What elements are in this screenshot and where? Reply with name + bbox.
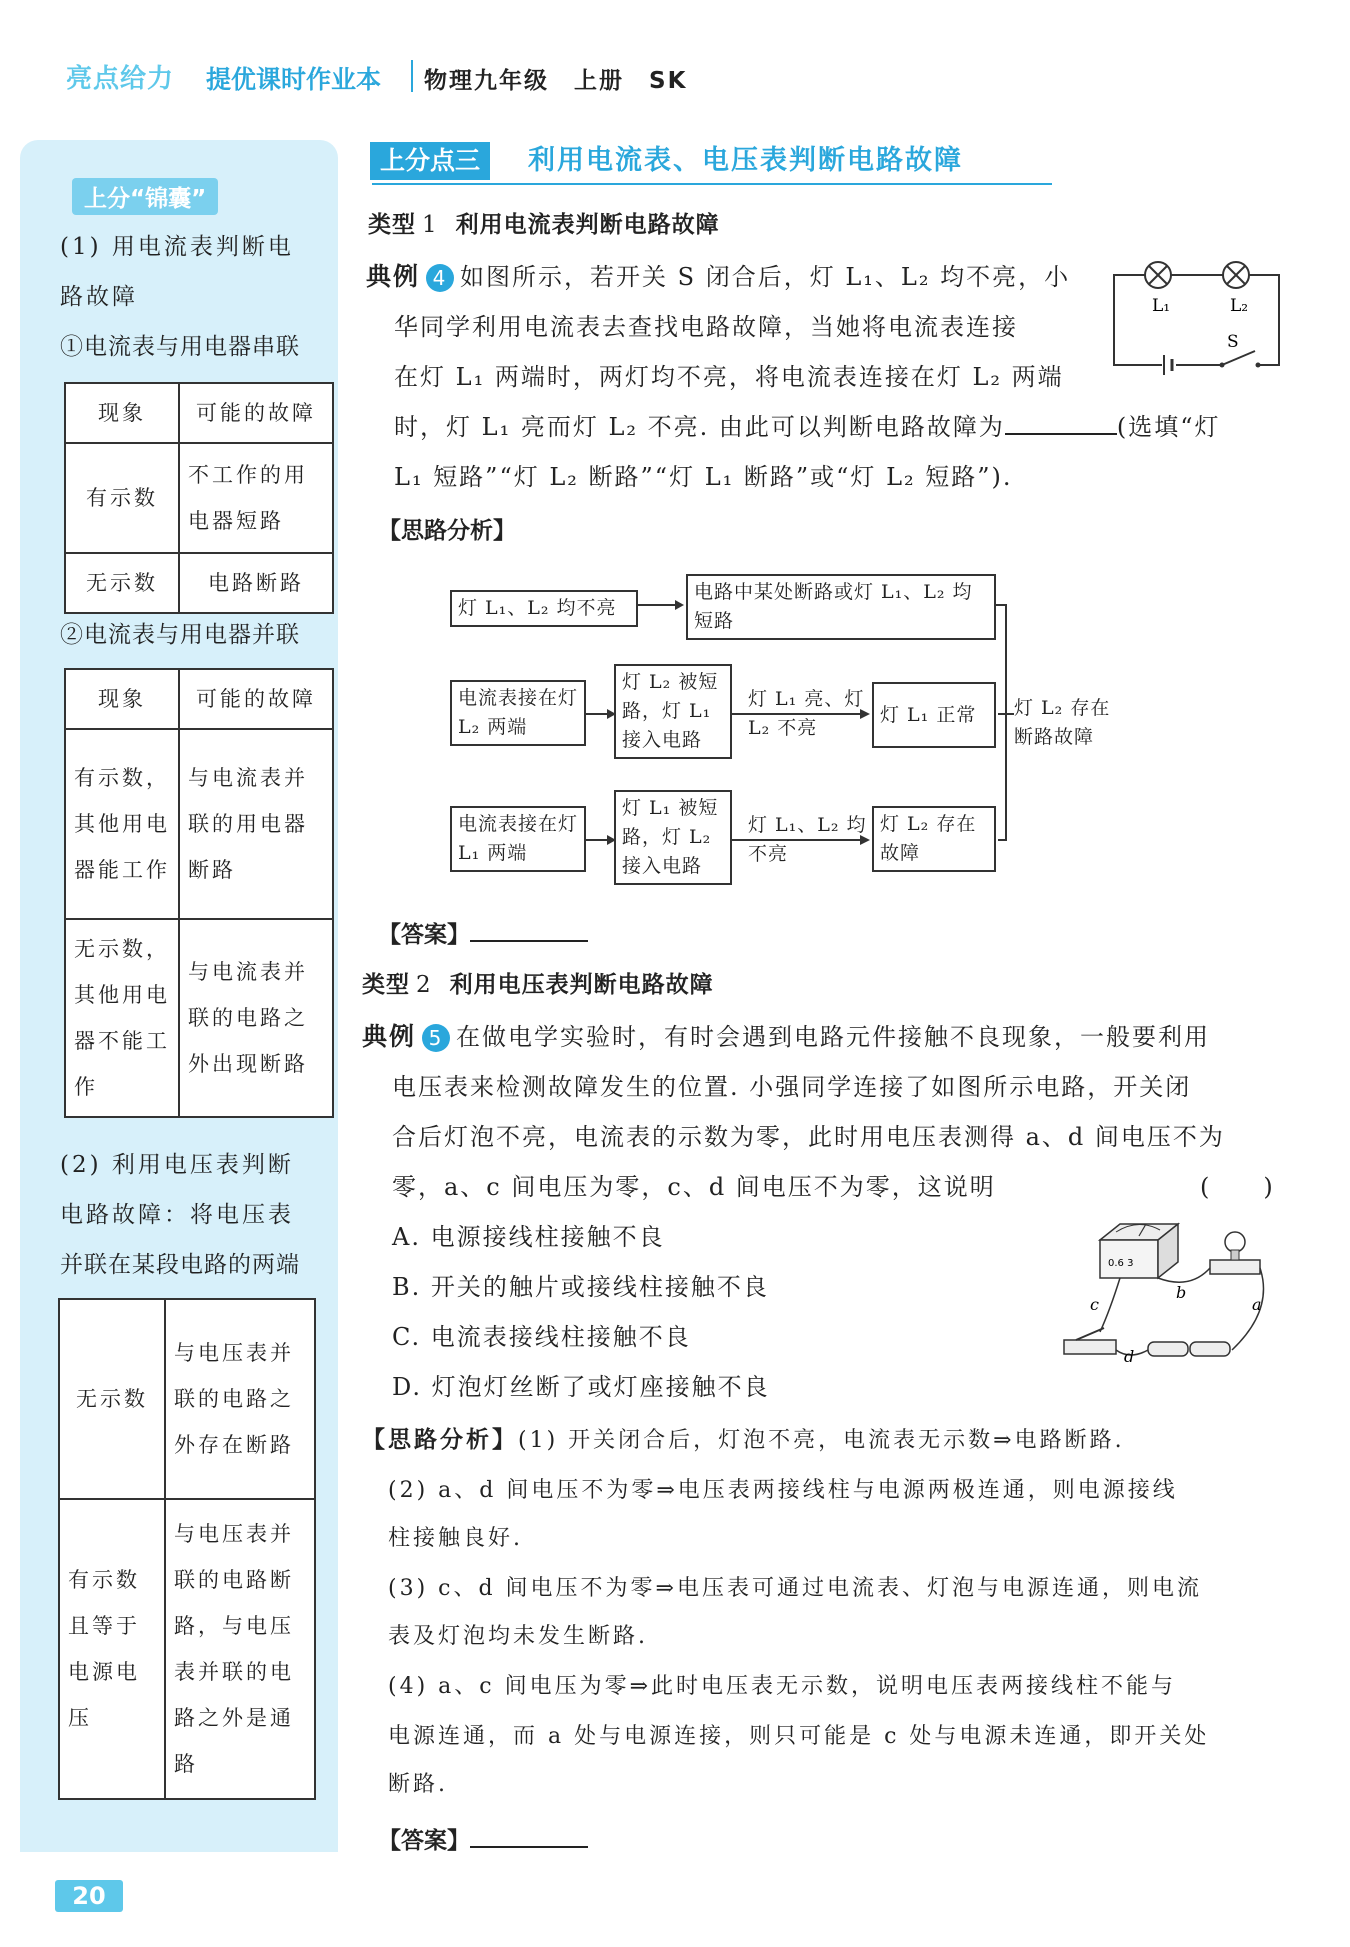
ex5-line2: 电压表来检测故障发生的位置. 小强同学连接了如图所示电路，开关闭 [392,1073,1192,1101]
battery-icon [1148,1342,1230,1356]
table2-cell: 与电流表并联的电路之外出现断路 [179,919,333,1117]
circuit-diagram-2 [1060,1210,1280,1380]
flow-box-b4: 灯 L₁ 正常 [872,682,996,748]
ex4-text: 如图所示，若开关 S 闭合后，灯 L₁、L₂ 均不亮，小 [460,263,1071,291]
point-c: c [1090,1295,1099,1314]
table3-cell: 与电压表并联的电路之外存在断路 [165,1299,315,1499]
answer-label: 【答案】 [378,922,470,948]
flow-box-c2: 灯 L₁ 被短路，灯 L₂ 接入电路 [614,790,732,885]
answer-label: 【答案】 [378,1828,470,1854]
ex5-line1 [362,1012,1210,1062]
sidebar-p1-line1: (1) 用电流表判断电 [60,234,294,260]
analysis2-line2: (2) a、d 间电压不为零⇒电压表两接线柱与电源两极连通，则电源接线 [388,1478,1178,1503]
label-s: S [1227,332,1239,352]
flow-box-a1: 灯 L₁、L₂ 均不亮 [450,590,638,627]
type2-heading [362,966,714,999]
flow-box-b2: 灯 L₂ 被短路，灯 L₁ 接入电路 [614,664,732,759]
section-tag: 上分点三 [370,142,490,180]
page-number: 20 [55,1880,123,1912]
type2-title: 利用电压表判断电路故障 [449,972,714,998]
book-title: 物理九年级 上册 SK [424,68,688,94]
analysis2-text: (1) 开关闭合后，灯泡不亮，电流表无示数⇒电路断路. [518,1428,1125,1453]
type1-num: 1 [422,212,438,238]
sidebar-sub2: ②电流表与用电器并联 [60,622,300,648]
analysis2-line8: 断路. [388,1772,448,1797]
analysis-label-1: 【思路分析】 [378,518,516,544]
flow-box-a2: 电路中某处断路或灯 L₁、L₂ 均短路 [686,574,996,640]
ammeter-icon [1100,1224,1178,1278]
ex5-option-d[interactable]: D. 灯泡灯丝断了或灯座接触不良 [392,1373,770,1401]
ex4-line1 [366,252,1070,302]
table2-header-phenomenon: 现象 [65,669,179,729]
switch-icon [1064,1328,1116,1354]
ex4-line3: 在灯 L₁ 两端时，两灯均不亮，将电流表连接在灯 L₂ 两端 [394,363,1064,391]
flow-box-c1: 电流表接在灯 L₁ 两端 [450,806,586,872]
analysis-label-2: 【思路分析】 [362,1427,518,1453]
flow-arrowhead [675,600,684,610]
point-b: b [1176,1283,1187,1302]
table2-cell: 有示数，其他用电器能工作 [65,729,179,919]
type1-heading [368,206,720,239]
table1-cell: 有示数 [65,443,179,553]
flow-bracket [996,605,1014,840]
ex4-line5: L₁ 短路”“灯 L₂ 断路”“灯 L₁ 断路”或“灯 L₂ 短路”). [394,463,1013,491]
type1-label: 类型 [368,212,416,238]
ex5-answer-paren[interactable]: ( ) [1200,1173,1275,1201]
answer-line-1 [378,916,588,949]
label-l1: L₁ [1152,296,1171,316]
ex4-line4 [394,402,1221,452]
ex5-option-c[interactable]: C. 电流表接线柱接触不良 [392,1323,691,1351]
flow-result: 灯 L₂ 存在断路故障 [1014,697,1111,748]
ex5-text: 在做电学实验时，有时会遇到电路元件接触不良现象，一般要利用 [456,1023,1211,1051]
ex5-option-a[interactable]: A. 电源接线柱接触不良 [392,1223,665,1251]
answer-line-2 [378,1822,588,1855]
sidebar-p2-line2: 电路故障：将电压表 [60,1202,294,1228]
table1-header-phenomenon: 现象 [65,383,179,443]
circuit-diagram-1 [1110,255,1285,375]
lamp-l2-icon [1223,262,1249,288]
sidebar-p1-line2: 路故障 [60,284,138,310]
analysis2-line1 [362,1416,1125,1465]
header-divider [411,60,413,92]
ex4-label: 典例 [366,262,421,291]
flow-box-c4: 灯 L₂ 存在故障 [872,806,996,872]
lamp-l1-icon [1145,262,1171,288]
table3-cell: 与电压表并联的电路断路，与电压表并联的电路之外是通路 [165,1499,315,1799]
label-l2: L₂ [1230,296,1249,316]
table3-cell: 有示数且等于电源电压 [59,1499,165,1799]
sidebar-p2-line3: 并联在某段电路的两端 [60,1252,300,1278]
table2-cell: 无示数，其他用电器不能工作 [65,919,179,1117]
lamp-icon [1210,1232,1260,1274]
point-a: a [1252,1295,1262,1314]
ex5-label: 典例 [362,1022,417,1051]
sidebar-p2-line1: (2) 利用电压表判断 [60,1152,294,1178]
table1-header-fault: 可能的故障 [179,383,333,443]
ex5-line4: 零，a、c 间电压为零，c、d 间电压不为零，这说明 [392,1173,996,1201]
section-title: 利用电流表、电压表判断电路故障 [528,145,963,176]
answer-blank[interactable] [470,916,588,942]
analysis2-line4: (3) c、d 间电压不为零⇒电压表可通过电流表、灯泡与电源连通，则电流 [388,1576,1202,1601]
ammeter-dial-label: 0.6 3 [1108,1258,1134,1269]
sidebar-sub1: ①电流表与用电器串联 [60,334,300,360]
switch-icon [1220,351,1261,369]
ex4-number-badge: 4 [426,264,454,292]
table3-cell: 无示数 [59,1299,165,1499]
analysis2-line5: 表及灯泡均未发生断路. [388,1624,648,1649]
table1-cell: 不工作的用电器短路 [179,443,333,553]
type2-label: 类型 [362,972,410,998]
type1-title: 利用电流表判断电路故障 [455,212,720,238]
ex4-text: 时，灯 L₁ 亮而灯 L₂ 不亮. 由此可以判断电路故障为 [394,413,1005,441]
ex4-text: (选填“灯 [1116,413,1221,441]
analysis2-line7: 电源连通，而 a 处与电源连接，则只可能是 c 处与电源未连通，即开关处 [388,1724,1210,1749]
sidebar-table-2 [64,668,334,1118]
brand-logo: 亮点给力 [66,64,175,94]
sidebar-table-3 [58,1298,316,1800]
sidebar-tag: 上分“锦囊” [72,178,218,215]
flow-label-c3: 灯 L₁、L₂ 均不亮 [748,814,867,865]
analysis2-line3: 柱接触良好. [388,1526,523,1551]
series-title: 提优课时作业本 [206,65,382,94]
battery-icon [1162,355,1176,375]
point-d: d [1124,1347,1135,1366]
type2-num: 2 [416,972,432,998]
flow-box-b1: 电流表接在灯 L₂ 两端 [450,680,586,746]
ex4-line2: 华同学利用电流表去查找电路故障，当她将电流表连接 [394,313,1018,341]
section-underline [372,183,1052,185]
analysis2-line6: (4) a、c 间电压为零⇒此时电压表无示数，说明电压表两接线柱不能与 [388,1674,1177,1699]
table2-header-fault: 可能的故障 [179,669,333,729]
table2-cell: 与电流表并联的用电器断路 [179,729,333,919]
answer-blank[interactable] [470,1822,588,1848]
ex5-number-badge: 5 [422,1024,450,1052]
table1-cell: 无示数 [65,553,179,613]
ex5-line3: 合后灯泡不亮，电流表的示数为零，此时用电压表测得 a、d 间电压不为 [392,1123,1225,1151]
table1-cell: 电路断路 [179,553,333,613]
ex5-option-b[interactable]: B. 开关的触片或接线柱接触不良 [392,1273,769,1301]
answer-blank[interactable] [1005,409,1117,435]
flow-label-b3: 灯 L₁ 亮、灯 L₂ 不亮 [748,688,865,739]
sidebar-table-1 [64,382,334,614]
